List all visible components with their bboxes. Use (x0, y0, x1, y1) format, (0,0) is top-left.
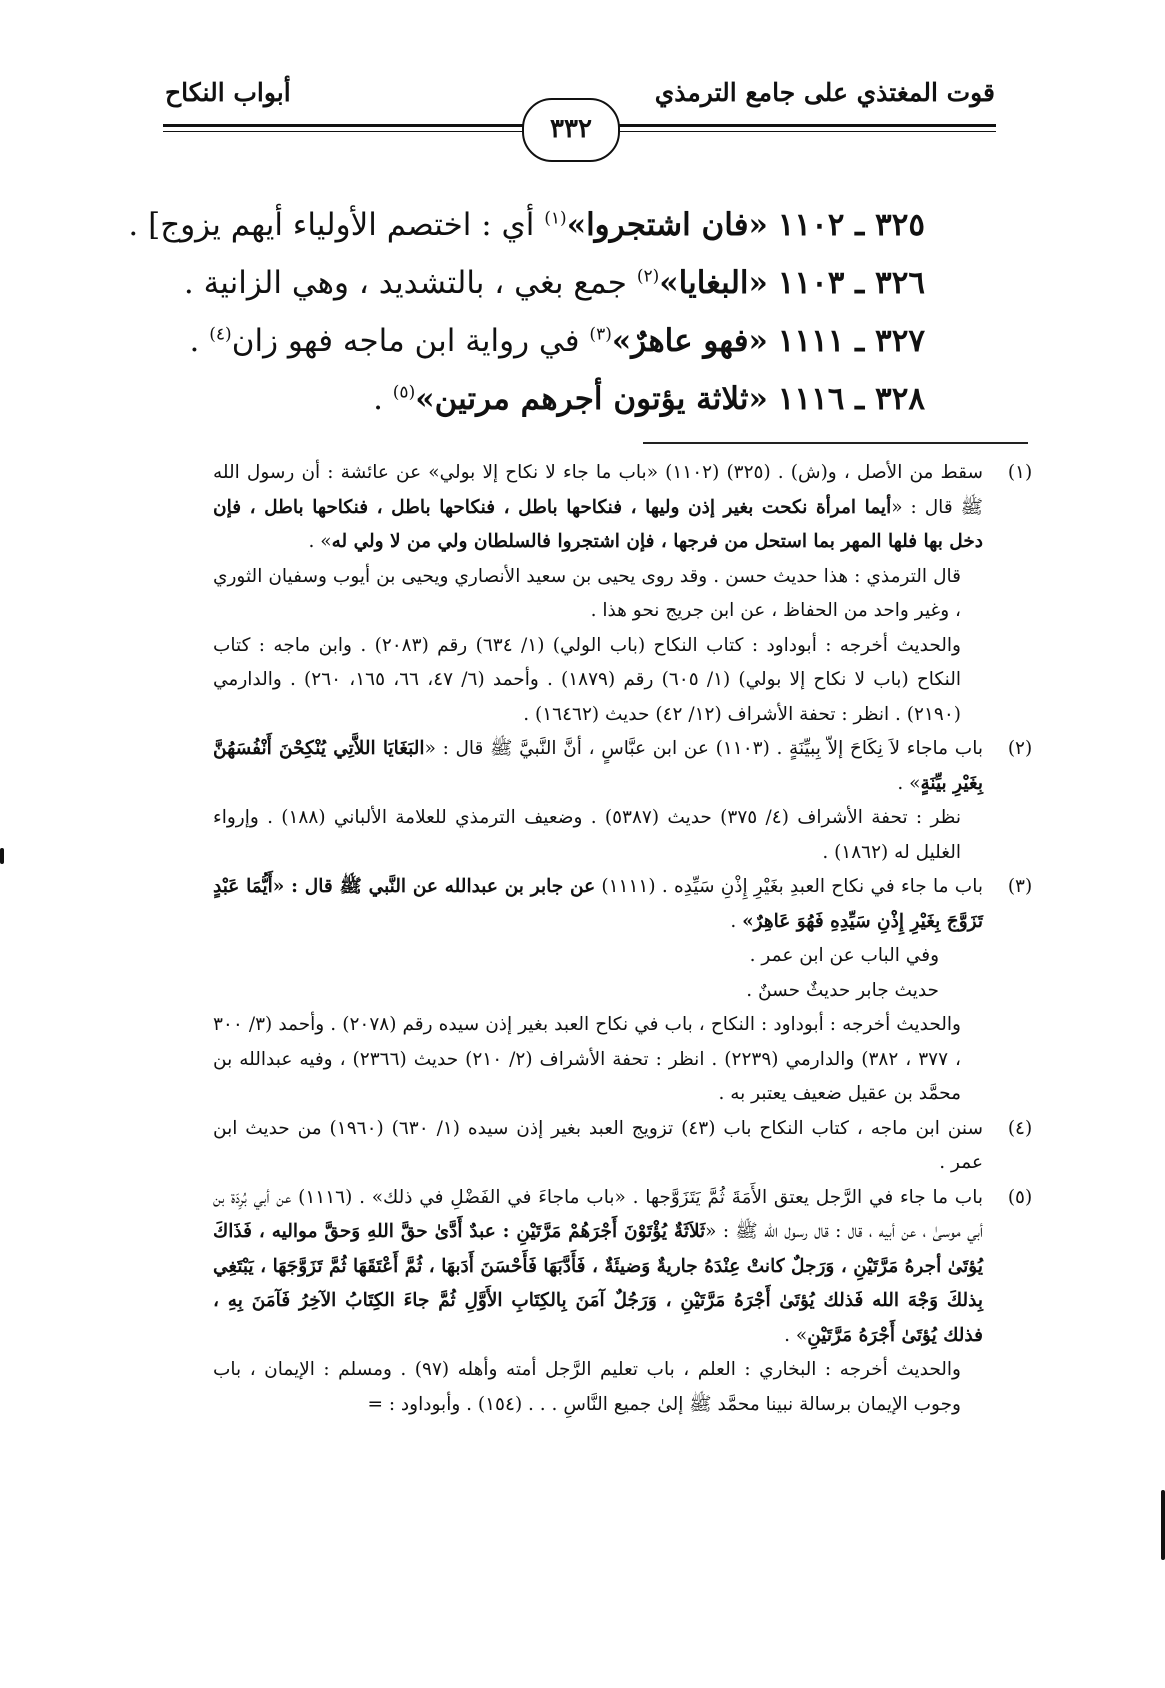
header-rule-right-thin (604, 131, 996, 132)
footnote-text: وفي الباب عن ابن عمر . (749, 945, 939, 966)
entry-quote: «فان اشتجروا» (566, 207, 768, 243)
footnote-mark: (١) (1007, 462, 1033, 483)
footnote-ref: (٣) (589, 324, 612, 345)
footnote-paragraph (213, 1181, 983, 1354)
footnote-text: » . (784, 1324, 808, 1346)
scan-edge-mark (0, 848, 4, 864)
header-rule-left-thick (163, 124, 534, 127)
footnote-text: باب ما جاء في نكاح العبدِ بغَيْرِ إِذْنِ سَيِّدِه . (١١١١) (595, 876, 983, 897)
footnote-ref: (٤) (209, 324, 232, 345)
footnotes (213, 456, 1033, 1422)
footnote-paragraph (213, 732, 983, 801)
chapter-title: أبواب النكاح (165, 78, 291, 107)
footnote-text: حديث جابر حديثٌ حسنٌ . (746, 979, 939, 1001)
footnote (213, 1181, 1033, 1423)
footnote-text: » . (897, 772, 921, 794)
footnote-paragraph (213, 974, 983, 1009)
hadith-text: ثَلاَثَةٌ يُؤْتَوْنَ أَجْرَهُمْ مَرَّتَيْنِ : عبدٌ أَدَّىٰ حقَّ اللهِ وَحقَّ مواليه ، فَذَاكَ يُؤتَىٰ أجرهُ مَرَّتَيْنِ ، وَرَجلٌ كانتْ عِنْدَهُ جاريةٌ وَضيئَةٌ ، فَأَدَّبَهَا فَأَحْسَنَ أَدَبهَا ، ثُمَّ أَعْتَقَهَا ثُمَّ تَزَوَّجَهَا ، يَبْتَغِي بِذلكَ وَجْهَ الله فَذلك يُؤتَىٰ أَجْرَهُ مَرَّتَيْنِ ، وَرَجُلٌ آمَنَ بِالكِتَابِ الأَوَّلِ ثُمَّ جاءَ الكِتَابُ الآخِرُ فَآمَنَ بِهِ ، فذلك يُؤتَىٰ أَجْرَهُ مَرَّتَيْنِ (213, 1221, 983, 1346)
footnote-paragraph (213, 560, 983, 629)
entry-line (128, 196, 925, 254)
hadith-text: البَغَايَا اللاَّتِي يُنْكِحْنَ أَنْفُسَهُنَّ بِغَيْرِ بيِّنَةٍ (213, 738, 983, 794)
footnote-text: . (730, 910, 743, 932)
footnote-ref: (٥) (392, 382, 416, 403)
scan-edge-mark (1161, 1490, 1165, 1560)
entry-line (205, 370, 925, 428)
entry-end: . (373, 381, 393, 417)
footnote-text: باب ماجاء لاَ نِكَاحَ إلاّ بِبيِّنَةٍ . (١١٠٣) عن ابن عبَّاسٍ ، أنَّ النَّبيَّ ﷺ قال : « (424, 738, 983, 759)
footnote-mark: (٤) (1007, 1117, 1033, 1139)
footnote-ref: (٢) (636, 266, 660, 287)
main-entries (128, 196, 925, 428)
footnote-ref: (١) (544, 208, 567, 229)
footnote-paragraph (213, 1112, 983, 1181)
entry-quote: «البغايا» (659, 265, 768, 301)
entry-line (189, 312, 925, 370)
entry-quote: «فهو عاهرٌ» (611, 323, 768, 359)
footnote-text: والحديث أخرجه : أبوداود : النكاح ، باب في نكاح العبد بغير إذن سيده رقم (٢٠٧٨) . وأحمد (٣/ ٣٠٠ ، ٣٧٧ ، ٣٨٢) والدارمي (٢٢٣٩) . انظر : تحفة الأشراف (٢/ ٢١٠) حديث (٢٣٦٦) ، وفيه عبدالله بن محمَّد بن عقيل ضعيف يعتبر به . (213, 1014, 961, 1104)
hadith-text: أيما امرأة نكحت بغير إذن وليها ، فنكاحها باطل ، فنكاحها باطل ، فنكاحها باطل ، فإن دخل بها فلها المهر بما استحل من فرجها ، فإن اشتجروا فالسلطان ولي من لا ولي له (213, 496, 983, 552)
entry-text: جمع بغي ، بالتشديد ، وهي الزانية . (183, 265, 627, 301)
footnote-text: نظر : تحفة الأشراف (٤/ ٣٧٥) حديث (٥٣٨٧) . وضعيف الترمذي للعلامة الألباني (١٨٨) . وإرواء الغليل له (١٨٦٢) . (213, 807, 961, 863)
footnote-mark: (٥) (1007, 1186, 1033, 1208)
footnote-text: » . (308, 531, 332, 552)
footnote-paragraph (213, 629, 983, 733)
footnote-text: والحديث أخرجه : البخاري : العلم ، باب تعليم الرَّجل أمته وأهله (٩٧) . ومسلم : الإيمان ، باب وجوب الإيمان برسالة نبينا محمَّد ﷺ إلىٰ جميع النَّاسِ . . . (١٥٤) . وأبوداود : = (213, 1359, 961, 1415)
footnote-text: سقط من الأصل ، و(ش) . (٣٢٥) (١١٠٢) «باب ما جاء لا نكاح إلا بولي» عن عائشة : أن رسول الله ﷺ قال : « (213, 462, 983, 518)
footnote-separator (643, 442, 1028, 444)
footnote-paragraph (213, 939, 983, 974)
footnote-text: سنن ابن ماجه ، كتاب النكاح باب (٤٣) تزويج العبد بغير إذن سيده (١/ ٦٣٠) (١٩٦٠) من حديث ابن عمر . (213, 1117, 983, 1173)
entry-quote: «ثلاثة يؤتون أجرهم مرتين» (415, 381, 768, 417)
footnote-paragraph (213, 1353, 983, 1422)
page-number: ٣٣٢ (522, 98, 620, 162)
header-rule-left-thin (163, 131, 534, 132)
footnote (213, 456, 1033, 732)
entry-line (183, 254, 925, 312)
footnote-text: قال الترمذي : هذا حديث حسن . وقد روى يحيى بن سعيد الأنصاري ويحيى بن أيوب وسفيان الثوري ، وغير واحد من الحفاظ ، عن ابن جريج نحو هذا . (213, 565, 961, 621)
entry-number: ٣٢٥ ـ ١١٠٢ (777, 207, 925, 243)
footnote-mark: (٢) (1007, 738, 1033, 759)
entry-number: ٣٢٦ ـ ١١٠٣ (777, 265, 925, 301)
book-title: قوت المغتذي على جامع الترمذي (654, 78, 995, 107)
entry-text: أي : اختصم الأولياء أيهم يزوج] (148, 207, 535, 243)
entry-end: . (128, 207, 149, 243)
footnote (213, 870, 1033, 1112)
footnote-text: والحديث أخرجه : أبوداود : كتاب النكاح (باب الولي) (١/ ٦٣٤) رقم (٢٠٨٣) . وابن ماجه : كتاب النكاح (باب لا نكاح إلا بولي) (١/ ٦٠٥) رقم (١٨٧٩) . وأحمد (٦/ ٤٧، ٦٦، ١٦٥، ٢٦٠) . والدارمي (٢١٩٠) . انظر : تحفة الأشراف (١٢/ ٤٢) حديث (١٦٤٦٢) . (213, 634, 961, 725)
header-rule-right-thick (604, 124, 996, 127)
footnote-paragraph (213, 456, 983, 560)
entry-text: في رواية ابن ماجه فهو زان (231, 323, 580, 359)
entry-number: ٣٢٨ ـ ١١١٦ (777, 381, 925, 417)
entry-number: ٣٢٧ ـ ١١١١ (777, 323, 925, 359)
entry-end: . (189, 323, 210, 359)
footnote (213, 732, 1033, 870)
footnote (213, 1112, 1033, 1181)
footnote-text: باب ما جاء في الرَّجل يعتق الأَمَةَ ثُمَّ يَتَزَوَّجها . «باب ماجاءَ في الفَضْلِ في ذلك» . (١١١٦) عن أبي بُرِدَة بن أبي موسىٰ ، عن أبيه ، قال : قال رسول الله ﷺ : « (213, 1186, 983, 1242)
footnote-paragraph (213, 1008, 983, 1112)
footnote-mark: (٣) (1007, 876, 1033, 897)
footnote-paragraph (213, 801, 983, 870)
hadith-text: عن جابر بن عبدالله عن النَّبي ﷺ قال : «أَيُّمَا عَبْدٍ تَزَوَّجَ بِغَيْرِ إِذْنِ سَيِّدِهِ فَهُوَ عَاهِرٌ» (213, 876, 983, 932)
footnote-paragraph (213, 870, 983, 939)
